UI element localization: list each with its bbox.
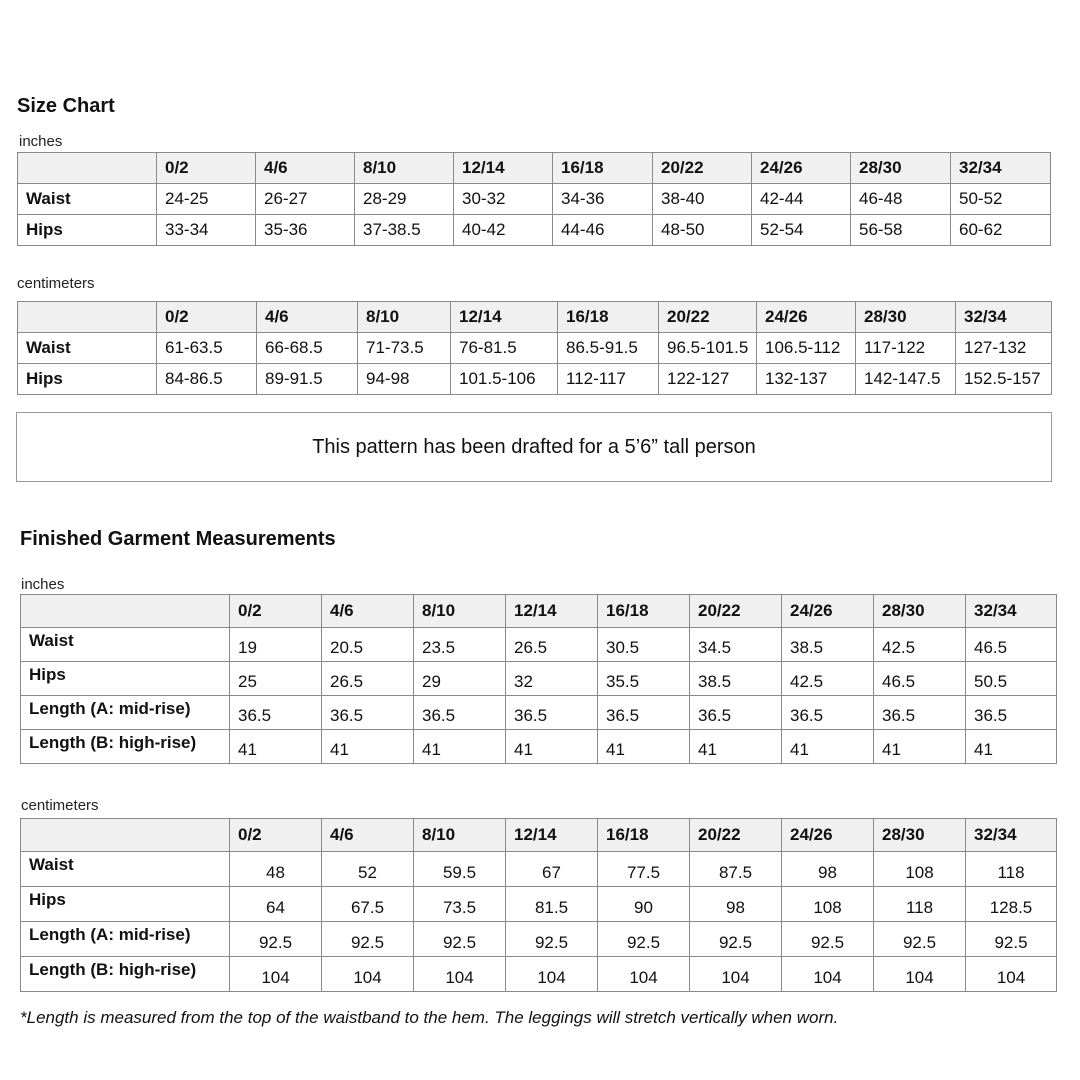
row-label: Hips: [18, 215, 157, 246]
size-chart-title: Size Chart: [17, 95, 115, 117]
header-corner-cell: [18, 302, 157, 333]
finished-garment-title: Finished Garment Measurements: [20, 528, 336, 550]
finished-cm-table: [20, 818, 1057, 992]
height-note-box: [16, 412, 1052, 482]
measurement-cell: 44-46: [553, 215, 653, 246]
size-header-cell: 20/22: [690, 819, 782, 852]
table-row: [21, 887, 1057, 922]
size-header-cell: 20/22: [653, 153, 752, 184]
size-header-cell: 20/22: [659, 302, 757, 333]
measurement-cell: 104: [782, 957, 874, 992]
measurement-cell: 106.5-112: [757, 333, 856, 364]
table-row: [21, 662, 1057, 696]
measurement-cell: 104: [598, 957, 690, 992]
measurement-cell: 104: [230, 957, 322, 992]
measurement-cell: 41: [414, 730, 506, 764]
measurement-cell: 29: [414, 662, 506, 696]
measurement-cell: 41: [874, 730, 966, 764]
measurement-cell: 36.5: [782, 696, 874, 730]
measurement-cell: 52: [322, 852, 414, 887]
measurement-cell: 92.5: [874, 922, 966, 957]
size-chart-inches-label: inches: [19, 133, 63, 150]
measurement-cell: 92.5: [966, 922, 1057, 957]
measurement-cell: 104: [874, 957, 966, 992]
size-header-cell: 16/18: [553, 153, 653, 184]
finished-inches-label: inches: [21, 576, 65, 593]
measurement-cell: 38.5: [690, 662, 782, 696]
row-label: Waist: [18, 333, 157, 364]
measurement-cell: 112-117: [558, 364, 659, 395]
measurement-cell: 101.5-106: [451, 364, 558, 395]
measurement-cell: 59.5: [414, 852, 506, 887]
measurement-cell: 42-44: [752, 184, 851, 215]
size-header-row: [21, 595, 1057, 628]
measurement-cell: 92.5: [506, 922, 598, 957]
size-header-cell: 12/14: [454, 153, 553, 184]
height-note: This pattern has been drafted for a 5’6” tall person: [312, 435, 756, 458]
measurement-cell: 41: [782, 730, 874, 764]
measurement-cell: 36.5: [874, 696, 966, 730]
size-header-cell: 12/14: [451, 302, 558, 333]
measurement-cell: 67: [506, 852, 598, 887]
measurement-cell: 30-32: [454, 184, 553, 215]
size-header-cell: 4/6: [322, 819, 414, 852]
measurement-cell: 34.5: [690, 628, 782, 662]
measurement-cell: 20.5: [322, 628, 414, 662]
measurement-cell: 73.5: [414, 887, 506, 922]
measurement-cell: 66-68.5: [257, 333, 358, 364]
measurement-cell: 122-127: [659, 364, 757, 395]
row-label: Hips: [21, 887, 230, 922]
measurement-cell: 41: [322, 730, 414, 764]
size-header-cell: 28/30: [874, 819, 966, 852]
measurement-cell: 36.5: [598, 696, 690, 730]
measurement-cell: 46.5: [874, 662, 966, 696]
row-label: Hips: [18, 364, 157, 395]
measurement-cell: 25: [230, 662, 322, 696]
measurement-cell: 41: [598, 730, 690, 764]
measurement-cell: 46-48: [851, 184, 951, 215]
size-chart-inches-table: [17, 152, 1051, 246]
row-label: Length (B: high-rise): [21, 957, 230, 992]
measurement-cell: 32: [506, 662, 598, 696]
measurement-cell: 42.5: [874, 628, 966, 662]
measurement-cell: 36.5: [414, 696, 506, 730]
size-header-cell: 8/10: [414, 819, 506, 852]
measurement-cell: 98: [782, 852, 874, 887]
length-footnote: *Length is measured from the top of the waistband to the hem. The leggings will stretch vertically when worn.: [20, 1008, 839, 1027]
size-header-cell: 12/14: [506, 819, 598, 852]
measurement-cell: 104: [322, 957, 414, 992]
measurement-cell: 89-91.5: [257, 364, 358, 395]
size-header-cell: 8/10: [355, 153, 454, 184]
measurement-cell: 104: [414, 957, 506, 992]
measurement-cell: 96.5-101.5: [659, 333, 757, 364]
measurement-cell: 48-50: [653, 215, 752, 246]
table-row: [21, 696, 1057, 730]
size-header-cell: 32/34: [956, 302, 1052, 333]
row-label: Length (A: mid-rise): [21, 696, 230, 730]
measurement-cell: 104: [690, 957, 782, 992]
size-header-cell: 28/30: [874, 595, 966, 628]
measurement-cell: 118: [966, 852, 1057, 887]
row-label: Hips: [21, 662, 230, 696]
size-header-cell: 0/2: [230, 595, 322, 628]
measurement-cell: 60-62: [951, 215, 1051, 246]
measurement-cell: 28-29: [355, 184, 454, 215]
table-row: [21, 922, 1057, 957]
size-header-cell: 28/30: [851, 153, 951, 184]
measurement-cell: 33-34: [157, 215, 256, 246]
table-row: [21, 957, 1057, 992]
measurement-cell: 41: [506, 730, 598, 764]
measurement-cell: 108: [874, 852, 966, 887]
measurement-cell: 23.5: [414, 628, 506, 662]
measurement-cell: 104: [506, 957, 598, 992]
row-label: Length (B: high-rise): [21, 730, 230, 764]
measurement-cell: 26.5: [506, 628, 598, 662]
measurement-cell: 61-63.5: [157, 333, 257, 364]
measurement-cell: 76-81.5: [451, 333, 558, 364]
measurement-cell: 92.5: [598, 922, 690, 957]
measurement-cell: 128.5: [966, 887, 1057, 922]
header-corner-cell: [21, 595, 230, 628]
size-chart-cm-label: centimeters: [17, 275, 95, 292]
size-header-cell: 16/18: [598, 819, 690, 852]
finished-cm-label: centimeters: [21, 797, 99, 814]
measurement-cell: 92.5: [690, 922, 782, 957]
size-header-cell: 0/2: [230, 819, 322, 852]
measurement-cell: 38.5: [782, 628, 874, 662]
measurement-cell: 81.5: [506, 887, 598, 922]
measurement-cell: 117-122: [856, 333, 956, 364]
table-row: [18, 333, 1052, 364]
row-label: Waist: [21, 852, 230, 887]
measurement-cell: 26-27: [256, 184, 355, 215]
measurement-cell: 94-98: [358, 364, 451, 395]
table-row: [18, 364, 1052, 395]
table-row: [18, 184, 1051, 215]
measurement-cell: 92.5: [414, 922, 506, 957]
measurement-cell: 56-58: [851, 215, 951, 246]
measurement-cell: 35.5: [598, 662, 690, 696]
size-header-cell: 32/34: [966, 819, 1057, 852]
measurement-cell: 24-25: [157, 184, 256, 215]
measurement-cell: 71-73.5: [358, 333, 451, 364]
size-header-cell: 8/10: [414, 595, 506, 628]
measurement-cell: 38-40: [653, 184, 752, 215]
measurement-cell: 67.5: [322, 887, 414, 922]
measurement-cell: 142-147.5: [856, 364, 956, 395]
table-row: [21, 730, 1057, 764]
size-header-cell: 0/2: [157, 302, 257, 333]
header-corner-cell: [21, 819, 230, 852]
measurement-cell: 50.5: [966, 662, 1057, 696]
measurement-cell: 19: [230, 628, 322, 662]
table-row: [21, 852, 1057, 887]
measurement-cell: 77.5: [598, 852, 690, 887]
size-header-cell: 24/26: [782, 595, 874, 628]
size-header-cell: 4/6: [322, 595, 414, 628]
size-header-cell: 4/6: [257, 302, 358, 333]
measurement-cell: 36.5: [690, 696, 782, 730]
measurement-cell: 35-36: [256, 215, 355, 246]
measurement-cell: 36.5: [322, 696, 414, 730]
size-header-cell: 32/34: [951, 153, 1051, 184]
measurement-cell: 30.5: [598, 628, 690, 662]
row-label: Waist: [18, 184, 157, 215]
header-corner-cell: [18, 153, 157, 184]
measurement-cell: 46.5: [966, 628, 1057, 662]
size-header-cell: 12/14: [506, 595, 598, 628]
measurement-cell: 36.5: [506, 696, 598, 730]
measurement-cell: 41: [230, 730, 322, 764]
measurement-cell: 37-38.5: [355, 215, 454, 246]
measurement-cell: 87.5: [690, 852, 782, 887]
size-header-cell: 32/34: [966, 595, 1057, 628]
size-header-row: [18, 302, 1052, 333]
row-label: Waist: [21, 628, 230, 662]
measurement-cell: 50-52: [951, 184, 1051, 215]
measurement-cell: 41: [966, 730, 1057, 764]
measurement-cell: 132-137: [757, 364, 856, 395]
table-row: [18, 215, 1051, 246]
measurement-cell: 34-36: [553, 184, 653, 215]
measurement-cell: 48: [230, 852, 322, 887]
row-label: Length (A: mid-rise): [21, 922, 230, 957]
size-header-cell: 16/18: [558, 302, 659, 333]
size-header-cell: 24/26: [782, 819, 874, 852]
size-header-row: [21, 819, 1057, 852]
size-header-cell: 24/26: [757, 302, 856, 333]
size-header-cell: 8/10: [358, 302, 451, 333]
size-header-cell: 0/2: [157, 153, 256, 184]
measurement-cell: 52-54: [752, 215, 851, 246]
measurement-cell: 64: [230, 887, 322, 922]
measurement-cell: 104: [966, 957, 1057, 992]
measurement-cell: 41: [690, 730, 782, 764]
measurement-cell: 92.5: [230, 922, 322, 957]
measurement-cell: 40-42: [454, 215, 553, 246]
measurement-cell: 36.5: [966, 696, 1057, 730]
measurement-cell: 26.5: [322, 662, 414, 696]
finished-inches-table: [20, 594, 1057, 764]
size-chart-cm-table: [17, 301, 1052, 395]
measurement-cell: 86.5-91.5: [558, 333, 659, 364]
measurement-cell: 84-86.5: [157, 364, 257, 395]
measurement-cell: 127-132: [956, 333, 1052, 364]
measurement-cell: 98: [690, 887, 782, 922]
size-header-cell: 20/22: [690, 595, 782, 628]
size-header-cell: 24/26: [752, 153, 851, 184]
size-header-row: [18, 153, 1051, 184]
size-header-cell: 28/30: [856, 302, 956, 333]
table-row: [21, 628, 1057, 662]
measurement-cell: 118: [874, 887, 966, 922]
size-header-cell: 4/6: [256, 153, 355, 184]
measurement-cell: 92.5: [782, 922, 874, 957]
measurement-cell: 92.5: [322, 922, 414, 957]
measurement-cell: 108: [782, 887, 874, 922]
measurement-cell: 90: [598, 887, 690, 922]
size-header-cell: 16/18: [598, 595, 690, 628]
measurement-cell: 42.5: [782, 662, 874, 696]
measurement-cell: 152.5-157: [956, 364, 1052, 395]
measurement-cell: 36.5: [230, 696, 322, 730]
